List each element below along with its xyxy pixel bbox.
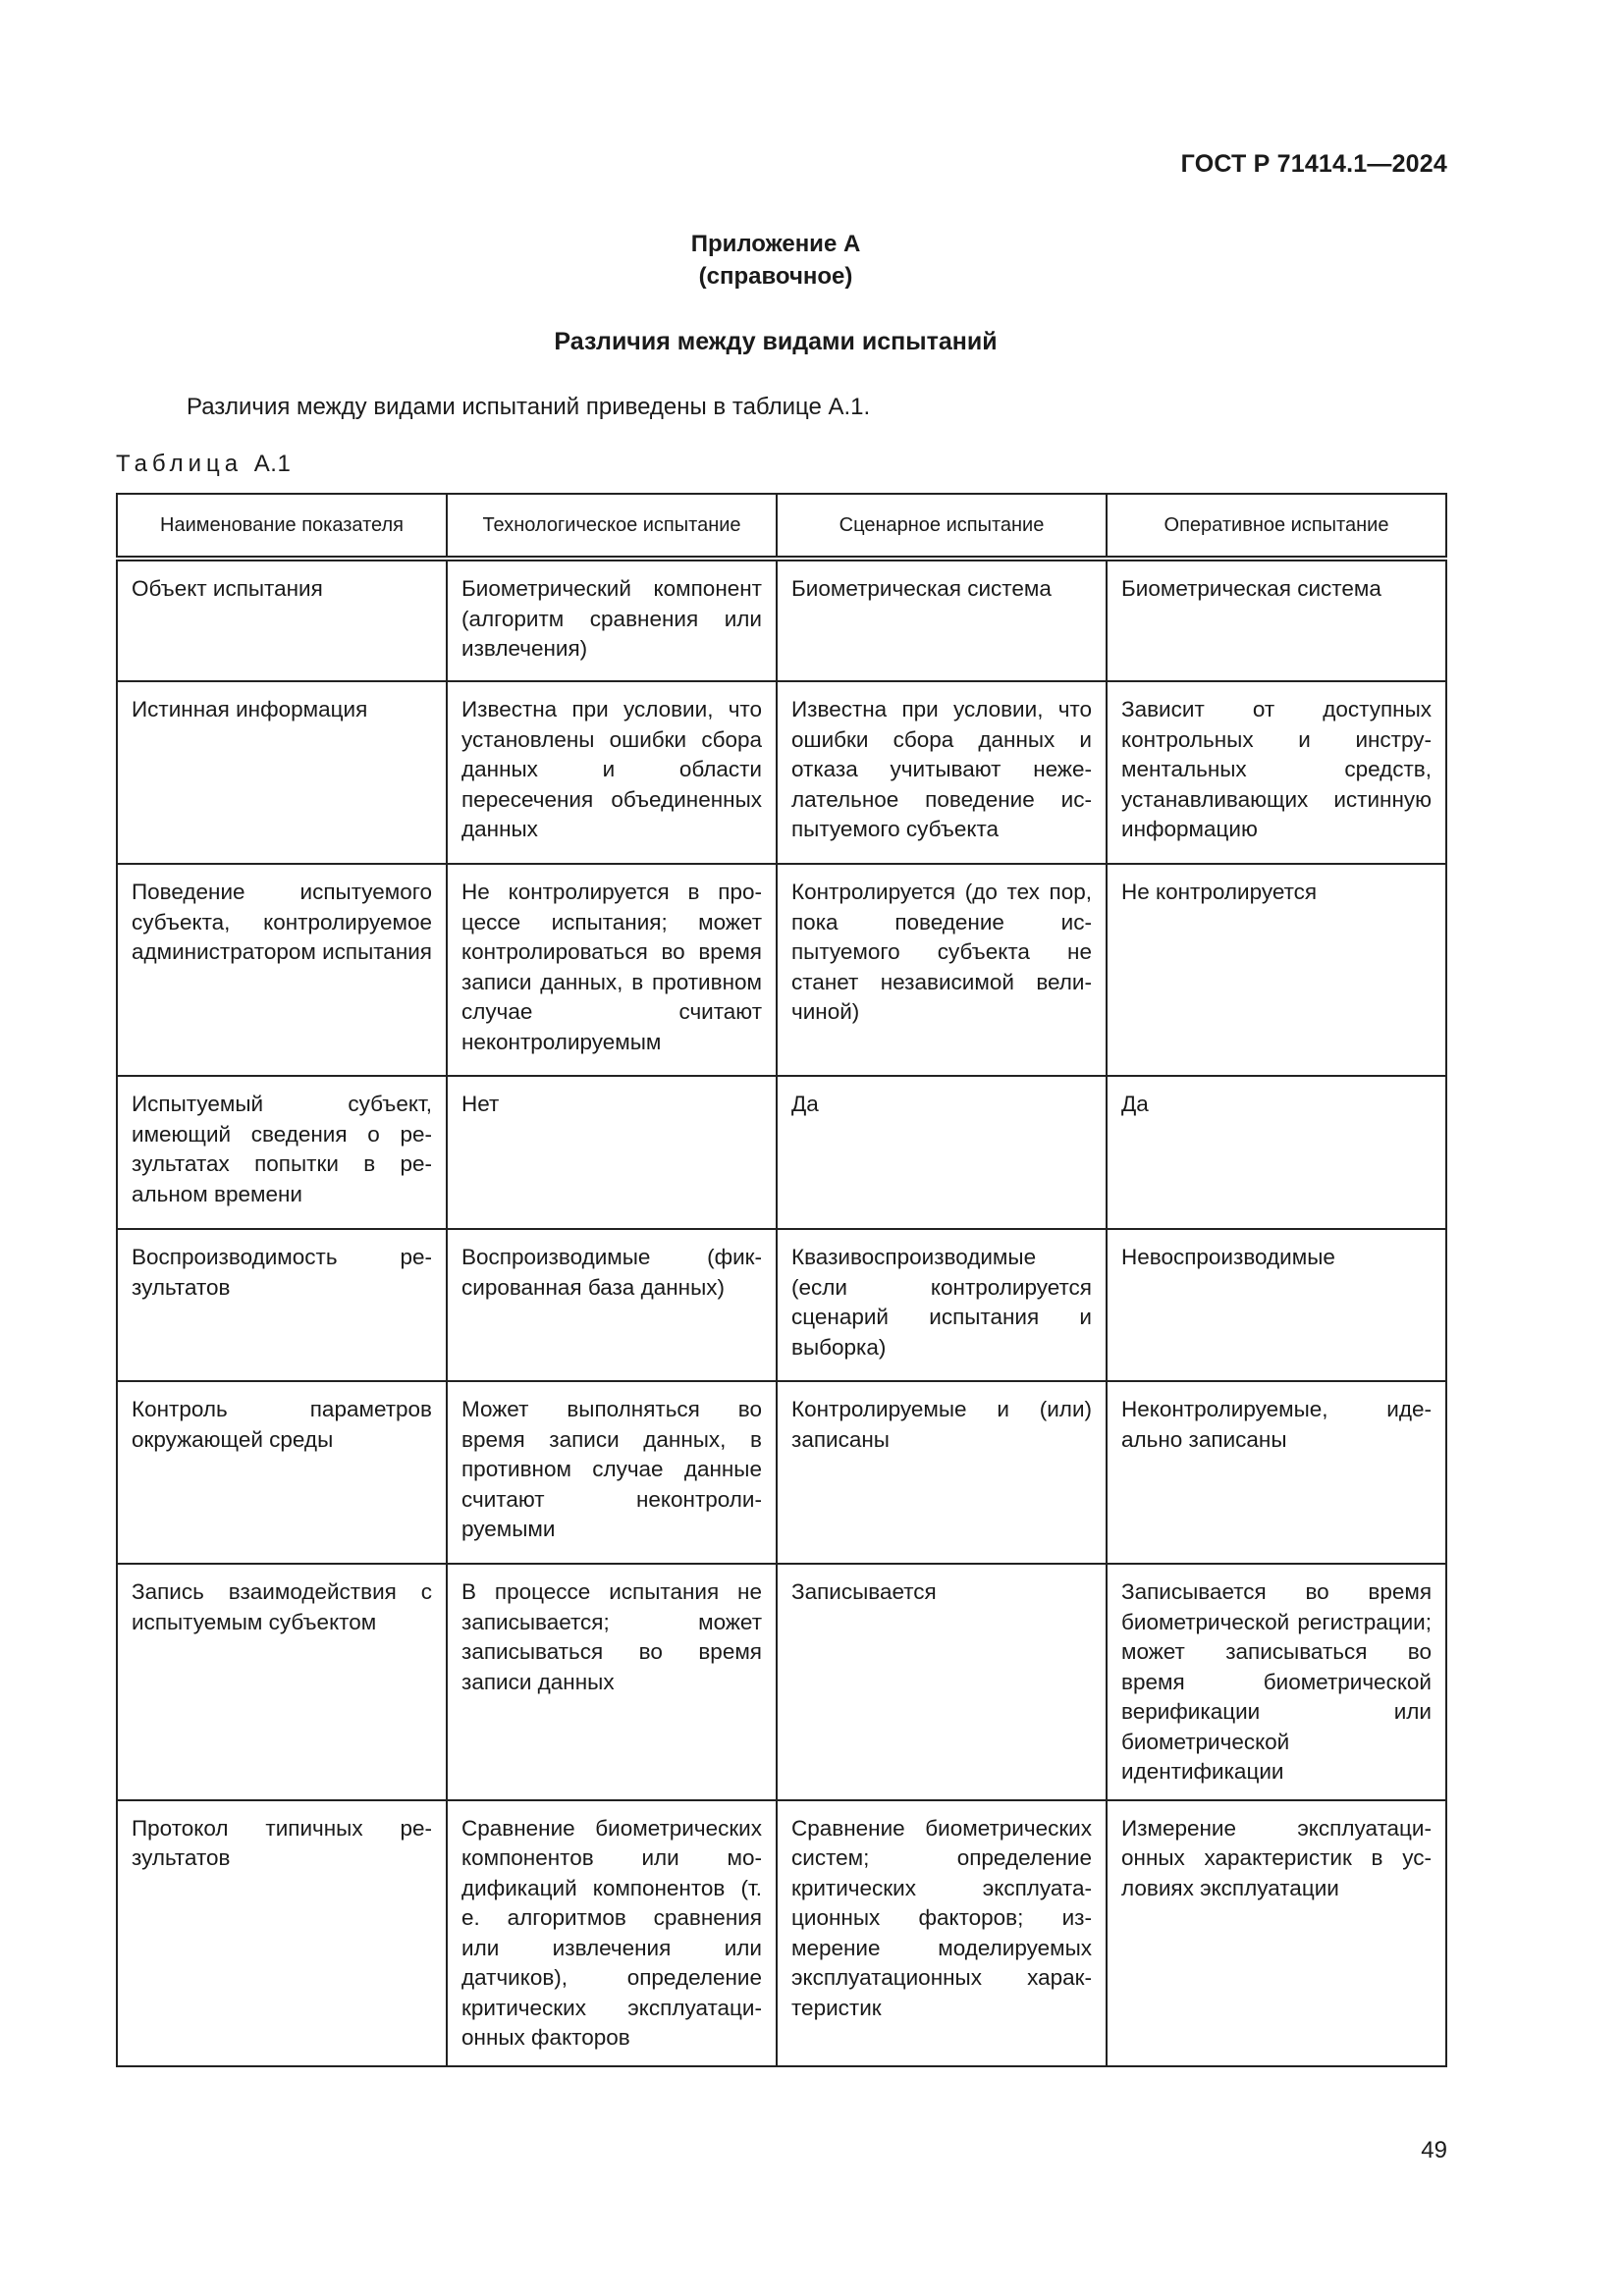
comparison-table [116, 493, 1447, 2067]
table-row [117, 1564, 1446, 1800]
table-cell: В процессе испытания не записывается; может записываться во время записи данных [447, 1564, 777, 1800]
table-cell: Не контролируется в процессе испытания; может контролироваться во время записи данных, в противном случае считают неконтролируемым [447, 864, 777, 1076]
table-cell: Поведение испытуемого субъекта, контролируемое администратором испытания [117, 864, 447, 1076]
table-cell: Нет [447, 1076, 777, 1229]
table-caption [116, 451, 291, 478]
table-cell: Сравнение биометрических компонентов или модификаций компонентов (т. е. алгоритмов сравнения или извлечения или датчиков), определение критических эксплуатационных факторов [447, 1800, 777, 2066]
appendix-type: (справочное) [698, 263, 853, 290]
column-header: Оперативное испытание [1107, 494, 1446, 559]
table-cell: Не контролируется [1107, 864, 1446, 1076]
table-cell: Биометрическая система [1107, 559, 1446, 681]
table-cell: Биометрический компонент (алгоритм сравнения или извлечения) [447, 559, 777, 681]
page-number: 49 [1421, 2137, 1447, 2163]
table-cell: Контролируемые и (или) записаны [777, 1381, 1107, 1564]
table-row [117, 559, 1446, 681]
table-cell: Записывается [777, 1564, 1107, 1800]
table-row [117, 1076, 1446, 1229]
column-header: Наименование показателя [117, 494, 447, 559]
table-cell: Квазивоспроизводимые (если контролируется сценарий испытания и выборка) [777, 1229, 1107, 1381]
table-cell: Да [777, 1076, 1107, 1229]
table-caption-label: Таблица [116, 451, 244, 477]
table-cell: Истинная информация [117, 681, 447, 864]
table-caption-number: А.1 [253, 451, 292, 477]
table-row [117, 1381, 1446, 1564]
table-cell: Воспроизводимость результатов [117, 1229, 447, 1381]
table-cell: Сравнение биометрических систем; определение критических эксплуатационных факторов; измерение моделируемых эксплуатационных характеристик [777, 1800, 1107, 2066]
table-cell: Протокол типичных результатов [117, 1800, 447, 2066]
appendix-heading [0, 228, 1551, 293]
intro-paragraph: Различия между видами испытаний приведены в таблице А.1. [187, 394, 871, 420]
table-cell: Невоспроизводимые [1107, 1229, 1446, 1381]
column-header: Сценарное испытание [777, 494, 1107, 559]
document-code: ГОСТ Р 71414.1—2024 [1180, 150, 1447, 178]
table-cell: Контроль параметров окружающей среды [117, 1381, 447, 1564]
section-title: Различия между видами испытаний [554, 328, 998, 355]
table-cell: Объект испытания [117, 559, 447, 681]
table-cell: Известна при условии, что ошибки сбора данных и отказа учитывают нежелательное поведение испытуемого субъекта [777, 681, 1107, 864]
table-cell: Контролируется (до тех пор, пока поведение испытуемого субъекта не станет независимой величиной) [777, 864, 1107, 1076]
table-cell: Воспроизводимые (фиксированная база данных) [447, 1229, 777, 1381]
table-cell: Запись взаимодействия с испытуемым субъектом [117, 1564, 447, 1800]
table-row [117, 864, 1446, 1076]
appendix-label: Приложение А [690, 231, 861, 257]
table-row [117, 1229, 1446, 1381]
table-cell: Может выполняться во время записи данных, в противном случае данные считают неконтролируемыми [447, 1381, 777, 1564]
table-cell: Зависит от доступных контрольных и инструментальных средств, устанавливающих истинную информацию [1107, 681, 1446, 864]
table-header-row [117, 494, 1446, 559]
table-row [117, 1800, 1446, 2066]
table-cell: Испытуемый субъект, имеющий сведения о результатах попытки в реальном времени [117, 1076, 447, 1229]
table-cell: Известна при условии, что установлены ошибки сбора данных и области пересечения объединенных данных [447, 681, 777, 864]
table-cell: Да [1107, 1076, 1446, 1229]
table-cell: Неконтролируемые, идеально записаны [1107, 1381, 1446, 1564]
table-cell: Записывается во время биометрической регистрации; может записываться во время биометрической верификации или биометрической идентификации [1107, 1564, 1446, 1800]
table-cell: Измерение эксплуатационных характеристик в условиях эксплуатации [1107, 1800, 1446, 2066]
table-cell: Биометрическая система [777, 559, 1107, 681]
table-row [117, 681, 1446, 864]
column-header: Технологическое испытание [447, 494, 777, 559]
